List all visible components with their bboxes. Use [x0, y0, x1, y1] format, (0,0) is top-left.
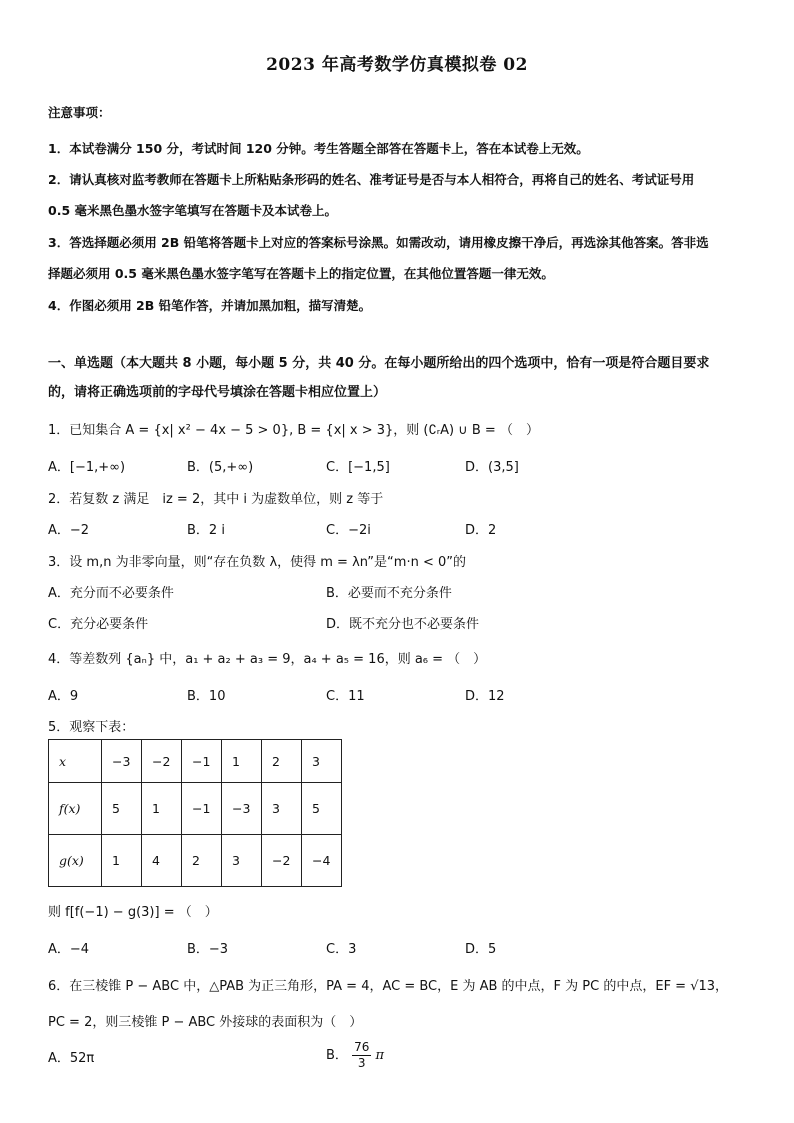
question-6-option-b — [326, 1040, 384, 1071]
table-cell: 4 — [142, 835, 182, 887]
notice-line-3: 0.5 毫米黑色墨水签字笔填写在答题卡及本试卷上。 — [48, 203, 337, 218]
table-cell: 5 — [102, 783, 142, 835]
question-3-option-c: C．充分必要条件 — [48, 617, 149, 632]
table-cell: 2 — [182, 835, 222, 887]
notice-line-5: 择题必须用 0.5 毫米黑色墨水签字笔写在答题卡上的指定位置，在其他位置答题一律无效。 — [48, 266, 554, 281]
question-2-stem: 2．若复数 z 满足 iz = 2，其中 i 为虚数单位，则 z 等于 — [48, 492, 384, 507]
question-2-option-c: C．−2i — [326, 523, 371, 538]
value-table — [48, 739, 342, 887]
question-6-stem-continued: PC = 2，则三棱锥 P − ABC 外接球的表面积为（ ） — [48, 1015, 363, 1030]
question-4-option-d: D．12 — [465, 689, 505, 704]
question-3-option-d: D．既不充分也不必要条件 — [326, 617, 480, 632]
table-cell: −4 — [302, 835, 342, 887]
section-heading-line-2: 的，请将正确选项前的字母代号填涂在答题卡相应位置上） — [48, 385, 387, 400]
table-cell: 1 — [102, 835, 142, 887]
table-cell: 3 — [222, 835, 262, 887]
question-4-stem: 4．等差数列 {aₙ} 中，a₁ + a₂ + a₃ = 9，a₄ + a₅ = 16，则 a₆ = （ ） — [48, 652, 487, 667]
question-5-option-b: B．−3 — [187, 942, 229, 957]
question-5-tail: 则 f[f(−1) − g(3)] = （ ） — [48, 905, 218, 920]
pi-symbol: π — [375, 1048, 385, 1063]
table-cell: 1 — [222, 740, 262, 783]
table-row — [49, 835, 342, 887]
table-cell: 3 — [302, 740, 342, 783]
question-4-option-a: A．9 — [48, 689, 79, 704]
question-2-option-a: A．−2 — [48, 523, 90, 538]
table-cell: 1 — [142, 783, 182, 835]
table-row-header: x — [49, 740, 102, 783]
notice-line-6: 4．作图必须用 2B 铅笔作答，并请加黑加粗，描写清楚。 — [48, 298, 372, 313]
table-cell: −1 — [182, 783, 222, 835]
table-row-header: f(x) — [49, 783, 102, 835]
question-1-stem: 1．已知集合 A = {x| x² − 4x − 5 > 0}, B = {x| x > 3}，则 (∁ᵣA) ∪ B = （ ） — [48, 423, 539, 438]
table-row — [49, 740, 342, 783]
table-cell: 2 — [262, 740, 302, 783]
table-cell: −3 — [102, 740, 142, 783]
question-3-option-b: B．必要而不充分条件 — [326, 586, 452, 601]
question-1-option-a: A．[−1,+∞) — [48, 460, 126, 475]
question-2-option-d: D．2 — [465, 523, 497, 538]
table-cell: −1 — [182, 740, 222, 783]
table-cell: −3 — [222, 783, 262, 835]
question-1-option-b: B．(5,+∞) — [187, 460, 254, 475]
page-title: 2023 年高考数学仿真模拟卷 02 — [266, 55, 528, 75]
notice-line-2: 2．请认真核对监考教师在答题卡上所粘贴条形码的姓名、准考证号是否与本人相符合，再将自己的姓名、考试证号用 — [48, 172, 695, 187]
question-6-stem: 6．在三棱锥 P − ABC 中，△PAB 为正三角形，PA = 4，AC = BC，E 为 AB 的中点，F 为 PC 的中点，EF = √13， — [48, 979, 729, 994]
notice-heading: 注意事项： — [48, 105, 111, 120]
table-cell: 5 — [302, 783, 342, 835]
fraction-denominator: 3 — [357, 1056, 366, 1070]
question-6-option-b-label: B． — [326, 1048, 348, 1063]
section-heading-line-1: 一、单选题（本大题共 8 小题，每小题 5 分，共 40 分。在每小题所给出的四个选项中，恰有一项是符合题目要求 — [48, 356, 710, 371]
question-3-option-a: A．充分而不必要条件 — [48, 586, 174, 601]
question-5-stem: 5．观察下表： — [48, 720, 135, 735]
table-row-header: g(x) — [49, 835, 102, 887]
table-cell: 3 — [262, 783, 302, 835]
question-4-option-b: B．10 — [187, 689, 226, 704]
table-row — [49, 783, 342, 835]
question-1-option-c: C．[−1,5] — [326, 460, 390, 475]
question-6-option-a: A．52π — [48, 1051, 95, 1066]
question-4-option-c: C．11 — [326, 689, 365, 704]
question-5-option-d: D．5 — [465, 942, 497, 957]
question-5-option-c: C．3 — [326, 942, 357, 957]
notice-line-1: 1．本试卷满分 150 分，考试时间 120 分钟。考生答题全部答在答题卡上，答在本试卷上无效。 — [48, 141, 589, 156]
notice-line-4: 3．答选择题必须用 2B 铅笔将答题卡上对应的答案标号涂黑。如需改动，请用橡皮擦干净后，再选涂其他答案。答非选 — [48, 235, 709, 250]
fraction — [352, 1040, 371, 1071]
fraction-numerator: 76 — [354, 1040, 370, 1054]
question-5-option-a: A．−4 — [48, 942, 90, 957]
question-1-option-d: D．(3,5] — [465, 460, 519, 475]
table-cell: −2 — [142, 740, 182, 783]
table-cell: −2 — [262, 835, 302, 887]
question-3-stem: 3．设 m,n 为非零向量，则“存在负数 λ，使得 m = λn”是“m·n < 0”的 — [48, 555, 466, 570]
question-2-option-b: B．2 i — [187, 523, 225, 538]
